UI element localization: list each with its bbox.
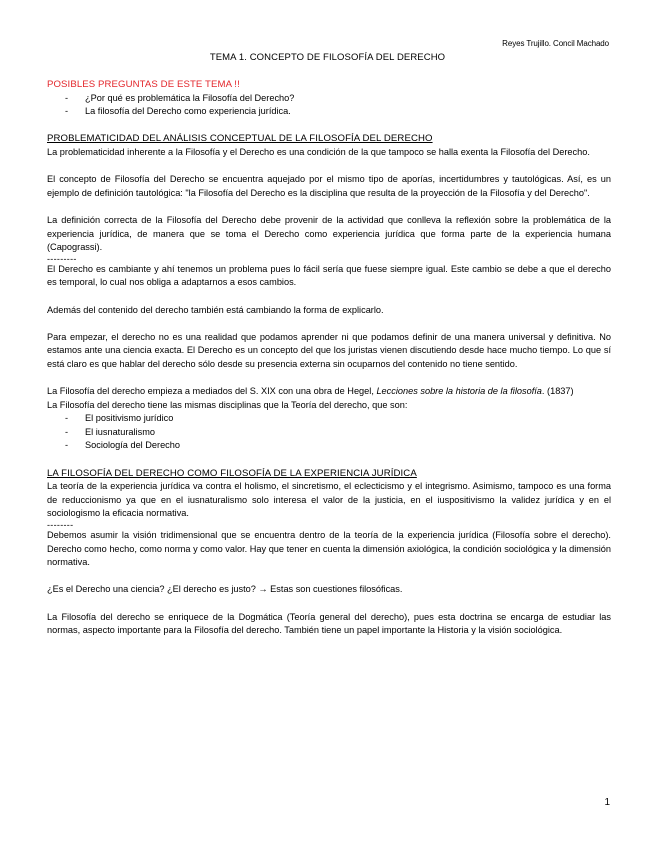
paragraph: Para empezar, el derecho no es una realidad que podamos aprender ni que podamos definir de una manera universal y definitiva. No estamos ante una ciencia exacta. El Derecho es un concepto del que los juristas vienen discutiendo desde hace mucho tiempo. Lo que sí está claro es que hablar del derecho sólo desde su presencia externa sin ocuparnos del contenido no tiene sentido. — [47, 331, 611, 369]
paragraph-hegel — [47, 385, 611, 399]
paragraph: La problematicidad inherente a la Filosofía y el Derecho es una condición de la que tampoco se halla exenta la Filosofía del Derecho. — [47, 146, 590, 157]
separator: --------- — [47, 253, 77, 264]
questions-list — [47, 92, 611, 119]
paragraph: Además del contenido del derecho también está cambiando la forma de explicarlo. — [47, 304, 384, 315]
document-body — [47, 78, 611, 638]
hegel-text-before: La Filosofía del derecho empieza a mediados del S. XIX con una obra de Hegel, — [47, 386, 377, 397]
paragraph: La Filosofía del derecho se enriquece de la Dogmática (Teoría general del derecho), pues esta doctrina se encarga de estudiar las normas, aspecto importante para la Filosofía del derecho. También tiene un papel importante la Historia y la visión sociológica. — [47, 611, 611, 636]
paragraph: La definición correcta de la Filosofía del Derecho debe provenir de la actividad que conlleva la reflexión sobre la problemática de la experiencia jurídica, de manera que se toma el Derecho como experiencia jurídica que forma parte de la experiencia humana (Capograssi). — [47, 214, 611, 253]
paragraph: El Derecho es cambiante y ahí tenemos un problema pues lo fácil sería que fuese siempre igual. Este cambio se debe a que el derecho es temporal, lo cual nos obliga a adaptarnos a esos cambios. — [47, 263, 611, 288]
paragraph: La teoría de la experiencia jurídica va contra el holismo, el sincretismo, el eclecticismo y el integrismo. Asimismo, tampoco es una forma de reduccionismo ya que en el iusnaturalismo solo interesa el valor de la justicia, en el iuspositivismo la validez jurídica y en el sociologismo la eficacia normativa. — [47, 481, 611, 519]
possible-questions-title: POSIBLES PREGUNTAS DE ESTE TEMA !! — [47, 79, 240, 90]
discipline-item: - Sociología del Derecho — [47, 439, 611, 453]
discipline-item: - El iusnaturalismo — [47, 426, 611, 440]
separator: -------- — [47, 520, 74, 530]
section-heading-problematicidad: PROBLEMATICIDAD DEL ANÁLISIS CONCEPTUAL DE LA FILOSOFÍA DEL DERECHO — [47, 133, 433, 145]
document-title: TEMA 1. CONCEPTO DE FILOSOFÍA DEL DERECHO — [209, 52, 446, 63]
paragraph: Debemos asumir la visión tridimensional que se encuentra dentro de la teoría de la experiencia jurídica (Filosofía sobre el derecho). Derecho como hecho, como norma y como valor. Hay que tener en cuenta la dimensión axiológica, la condición sociológica y la dimensión normativa. — [47, 530, 611, 568]
disciplines-list — [47, 412, 611, 453]
paragraph: La Filosofía del derecho tiene las mismas disciplinas que la Teoría del derecho, que son: — [47, 399, 408, 410]
paragraph: El concepto de Filosofía del Derecho se encuentra aquejado por el mismo tipo de aporías, incertidumbres y tautológicas. Así, es un ejemplo de definición tautológica: "la Filosofía del Derecho es la disciplina que resulta de la proyección de la Filosofía y del Derecho". — [47, 174, 611, 198]
page-number: 1 — [604, 797, 610, 808]
question-item: - ¿Por qué es problemática la Filosofía del Derecho? — [47, 92, 611, 106]
hegel-book-title: Lecciones sobre la historia de la filosofía — [376, 386, 542, 397]
question-item: - La filosofía del Derecho como experiencia jurídica. — [47, 105, 611, 119]
paragraph: ¿Es el Derecho una ciencia? ¿El derecho es justo? → Estas son cuestiones filosóficas. — [47, 584, 403, 595]
author-header: Reyes Trujillo. Concil Machado — [502, 39, 609, 48]
hegel-text-after: . (1837) — [541, 386, 574, 397]
section-heading-experiencia-juridica: LA FILOSOFÍA DEL DERECHO COMO FILOSOFÍA DE LA EXPERIENCIA JURÍDICA — [47, 467, 417, 479]
discipline-item: - El positivismo jurídico — [47, 412, 611, 426]
